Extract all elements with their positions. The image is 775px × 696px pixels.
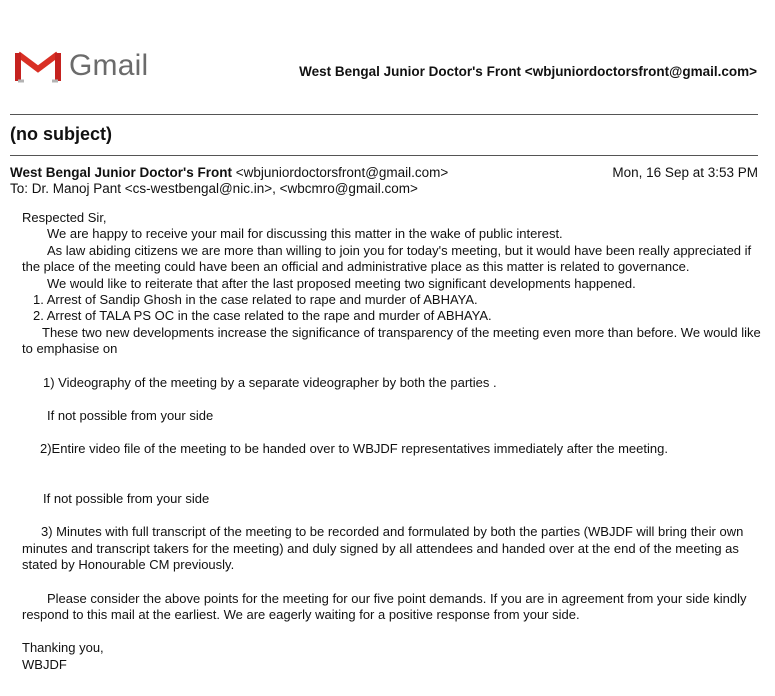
sender-name: West Bengal Junior Doctor's Front <box>10 165 232 180</box>
divider-subject <box>10 155 758 156</box>
list-item: 1. Arrest of Sandip Ghosh in the case related to rape and murder of ABHAYA. <box>33 292 478 308</box>
signature: WBJDF <box>22 656 67 672</box>
sender-line <box>10 165 448 180</box>
body-paragraph: We would like to reiterate that after the last proposed meeting two significant developments happened. <box>47 275 636 291</box>
account-identity: West Bengal Junior Doctor's Front <wbjuniordoctorsfront@gmail.com> <box>299 64 757 79</box>
body-paragraph: Please consider the above points for the meeting for our five point demands. If you are in agreement from your side kindly respond to this mail at the earliest. We are eagerly waiting for a positive response from your side. <box>22 590 747 622</box>
email-date: Mon, 16 Sep at 3:53 PM <box>612 165 758 180</box>
list-item: 2. Arrest of TALA PS OC in the case related to the rape and murder of ABHAYA. <box>33 308 492 324</box>
divider-top <box>10 114 758 115</box>
email-body <box>22 210 762 673</box>
fallback-line: If not possible from your side <box>47 408 214 424</box>
gmail-wordmark: Gmail <box>69 49 149 82</box>
print-header <box>0 0 775 112</box>
salutation: Respected Sir, <box>22 210 107 225</box>
gmail-logo <box>15 48 148 84</box>
fallback-line: If not possible from your side <box>43 490 210 506</box>
body-paragraph: These two new developments increase the significance of transparency of the meeting even more than before. We would like to emphasise on <box>22 324 761 357</box>
gmail-m-icon <box>15 48 61 84</box>
sender-address: <wbjuniordoctorsfront@gmail.com> <box>235 165 449 180</box>
demand-point: 2)Entire video file of the meeting to be handed over to WBJDF representatives immediately after the meeting. <box>40 441 668 457</box>
closing: Thanking you, <box>22 640 104 656</box>
email-subject: (no subject) <box>10 124 112 144</box>
demand-point: 3) Minutes with full transcript of the meeting to be recorded and formulated by both the parties (WBJDF will bring their own minutes and transcript takers for the meeting) and duly signed by all attendees and handed over at the end of the meeting as stated by Honourable CM previously. <box>22 524 744 573</box>
demand-point: 1) Videography of the meeting by a separate videographer by both the parties . <box>43 374 497 390</box>
body-paragraph: As law abiding citizens we are more than willing to join you for today's meeting, but it would have been really appreciated if the place of the meeting could have been an official and administrative place as this matter is related to governance. <box>22 242 752 275</box>
recipients-line: To: Dr. Manoj Pant <cs-westbengal@nic.in>, <wbcmro@gmail.com> <box>10 181 418 196</box>
body-paragraph: We are happy to receive your mail for discussing this matter in the wake of public interest. <box>47 226 563 242</box>
